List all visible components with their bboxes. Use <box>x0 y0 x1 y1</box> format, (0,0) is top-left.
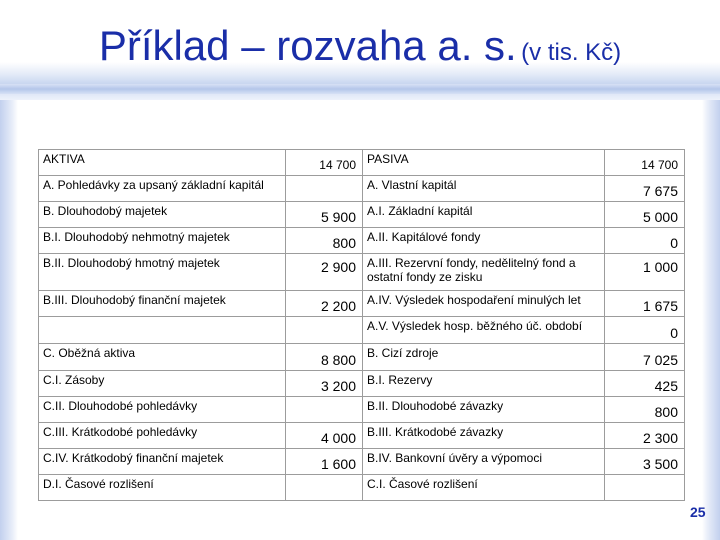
pasiva-label: A.IV. Výsledek hospodaření minulých let <box>363 291 605 317</box>
aktiva-value: 2 900 <box>286 254 363 291</box>
pasiva-value: 1 675 <box>605 291 685 317</box>
table-row <box>39 371 685 397</box>
pasiva-label: B.II. Dlouhodobé závazky <box>363 397 605 423</box>
pasiva-value: 425 <box>605 371 685 397</box>
aktiva-label: C.II. Dlouhodobé pohledávky <box>39 397 286 423</box>
table-row <box>39 423 685 449</box>
pasiva-value: 800 <box>605 397 685 423</box>
pasiva-label: A.V. Výsledek hosp. běžného úč. období <box>363 317 605 344</box>
aktiva-value: 3 200 <box>286 371 363 397</box>
slide-title-unit: (v tis. Kč) <box>521 39 622 66</box>
table-row <box>39 228 685 254</box>
aktiva-label <box>39 317 286 344</box>
pasiva-label: B.IV. Bankovní úvěry a výpomoci <box>363 449 605 475</box>
aktiva-value: 1 600 <box>286 449 363 475</box>
table-row <box>39 254 685 291</box>
aktiva-label: B. Dlouhodobý majetek <box>39 202 286 228</box>
aktiva-value <box>286 176 363 202</box>
pasiva-value: 2 300 <box>605 423 685 449</box>
aktiva-label: B.III. Dlouhodobý finanční majetek <box>39 291 286 317</box>
pasiva-label: B. Cizí zdroje <box>363 344 605 371</box>
aktiva-label: A. Pohledávky za upsaný základní kapitál <box>39 176 286 202</box>
pasiva-value: 0 <box>605 228 685 254</box>
pasiva-label: A.I. Základní kapitál <box>363 202 605 228</box>
aktiva-header: AKTIVA <box>39 150 286 176</box>
pasiva-label: B.I. Rezervy <box>363 371 605 397</box>
aktiva-label: C. Oběžná aktiva <box>39 344 286 371</box>
table-row <box>39 317 685 344</box>
table-row <box>39 176 685 202</box>
aktiva-value <box>286 397 363 423</box>
table-row <box>39 202 685 228</box>
table-row <box>39 397 685 423</box>
pasiva-value: 3 500 <box>605 449 685 475</box>
pasiva-value: 0 <box>605 317 685 344</box>
aktiva-value: 800 <box>286 228 363 254</box>
aktiva-label: B.II. Dlouhodobý hmotný majetek <box>39 254 286 291</box>
aktiva-value: 2 200 <box>286 291 363 317</box>
title-stripe <box>0 84 720 94</box>
aktiva-total: 14 700 <box>286 150 363 176</box>
aktiva-label: D.I. Časové rozlišení <box>39 475 286 501</box>
table-row <box>39 475 685 501</box>
left-decor-band <box>0 100 18 540</box>
pasiva-value: 7 025 <box>605 344 685 371</box>
aktiva-label: C.III. Krátkodobé pohledávky <box>39 423 286 449</box>
table-header-row <box>39 150 685 176</box>
pasiva-value: 7 675 <box>605 176 685 202</box>
aktiva-label: C.I. Zásoby <box>39 371 286 397</box>
aktiva-label: C.IV. Krátkodobý finanční majetek <box>39 449 286 475</box>
table-row <box>39 291 685 317</box>
balance-sheet-table <box>38 149 685 501</box>
pasiva-label: B.III. Krátkodobé závazky <box>363 423 605 449</box>
pasiva-label: A.II. Kapitálové fondy <box>363 228 605 254</box>
right-decor-band <box>702 100 720 540</box>
table-row <box>39 344 685 371</box>
pasiva-value <box>605 475 685 501</box>
pasiva-label: C.I. Časové rozlišení <box>363 475 605 501</box>
table-row <box>39 449 685 475</box>
pasiva-label: A. Vlastní kapitál <box>363 176 605 202</box>
slide-title <box>0 22 720 70</box>
aktiva-value: 8 800 <box>286 344 363 371</box>
aktiva-value: 5 900 <box>286 202 363 228</box>
pasiva-value: 5 000 <box>605 202 685 228</box>
pasiva-total: 14 700 <box>605 150 685 176</box>
pasiva-value: 1 000 <box>605 254 685 291</box>
aktiva-value <box>286 317 363 344</box>
aktiva-label: B.I. Dlouhodobý nehmotný majetek <box>39 228 286 254</box>
aktiva-value <box>286 475 363 501</box>
pasiva-label: A.III. Rezervní fondy, nedělitelný fond a ostatní fondy ze zisku <box>363 254 605 291</box>
aktiva-value: 4 000 <box>286 423 363 449</box>
page-number: 25 <box>690 504 706 520</box>
slide-title-main: Příklad – rozvaha a. s. <box>98 22 517 69</box>
pasiva-header: PASIVA <box>363 150 605 176</box>
